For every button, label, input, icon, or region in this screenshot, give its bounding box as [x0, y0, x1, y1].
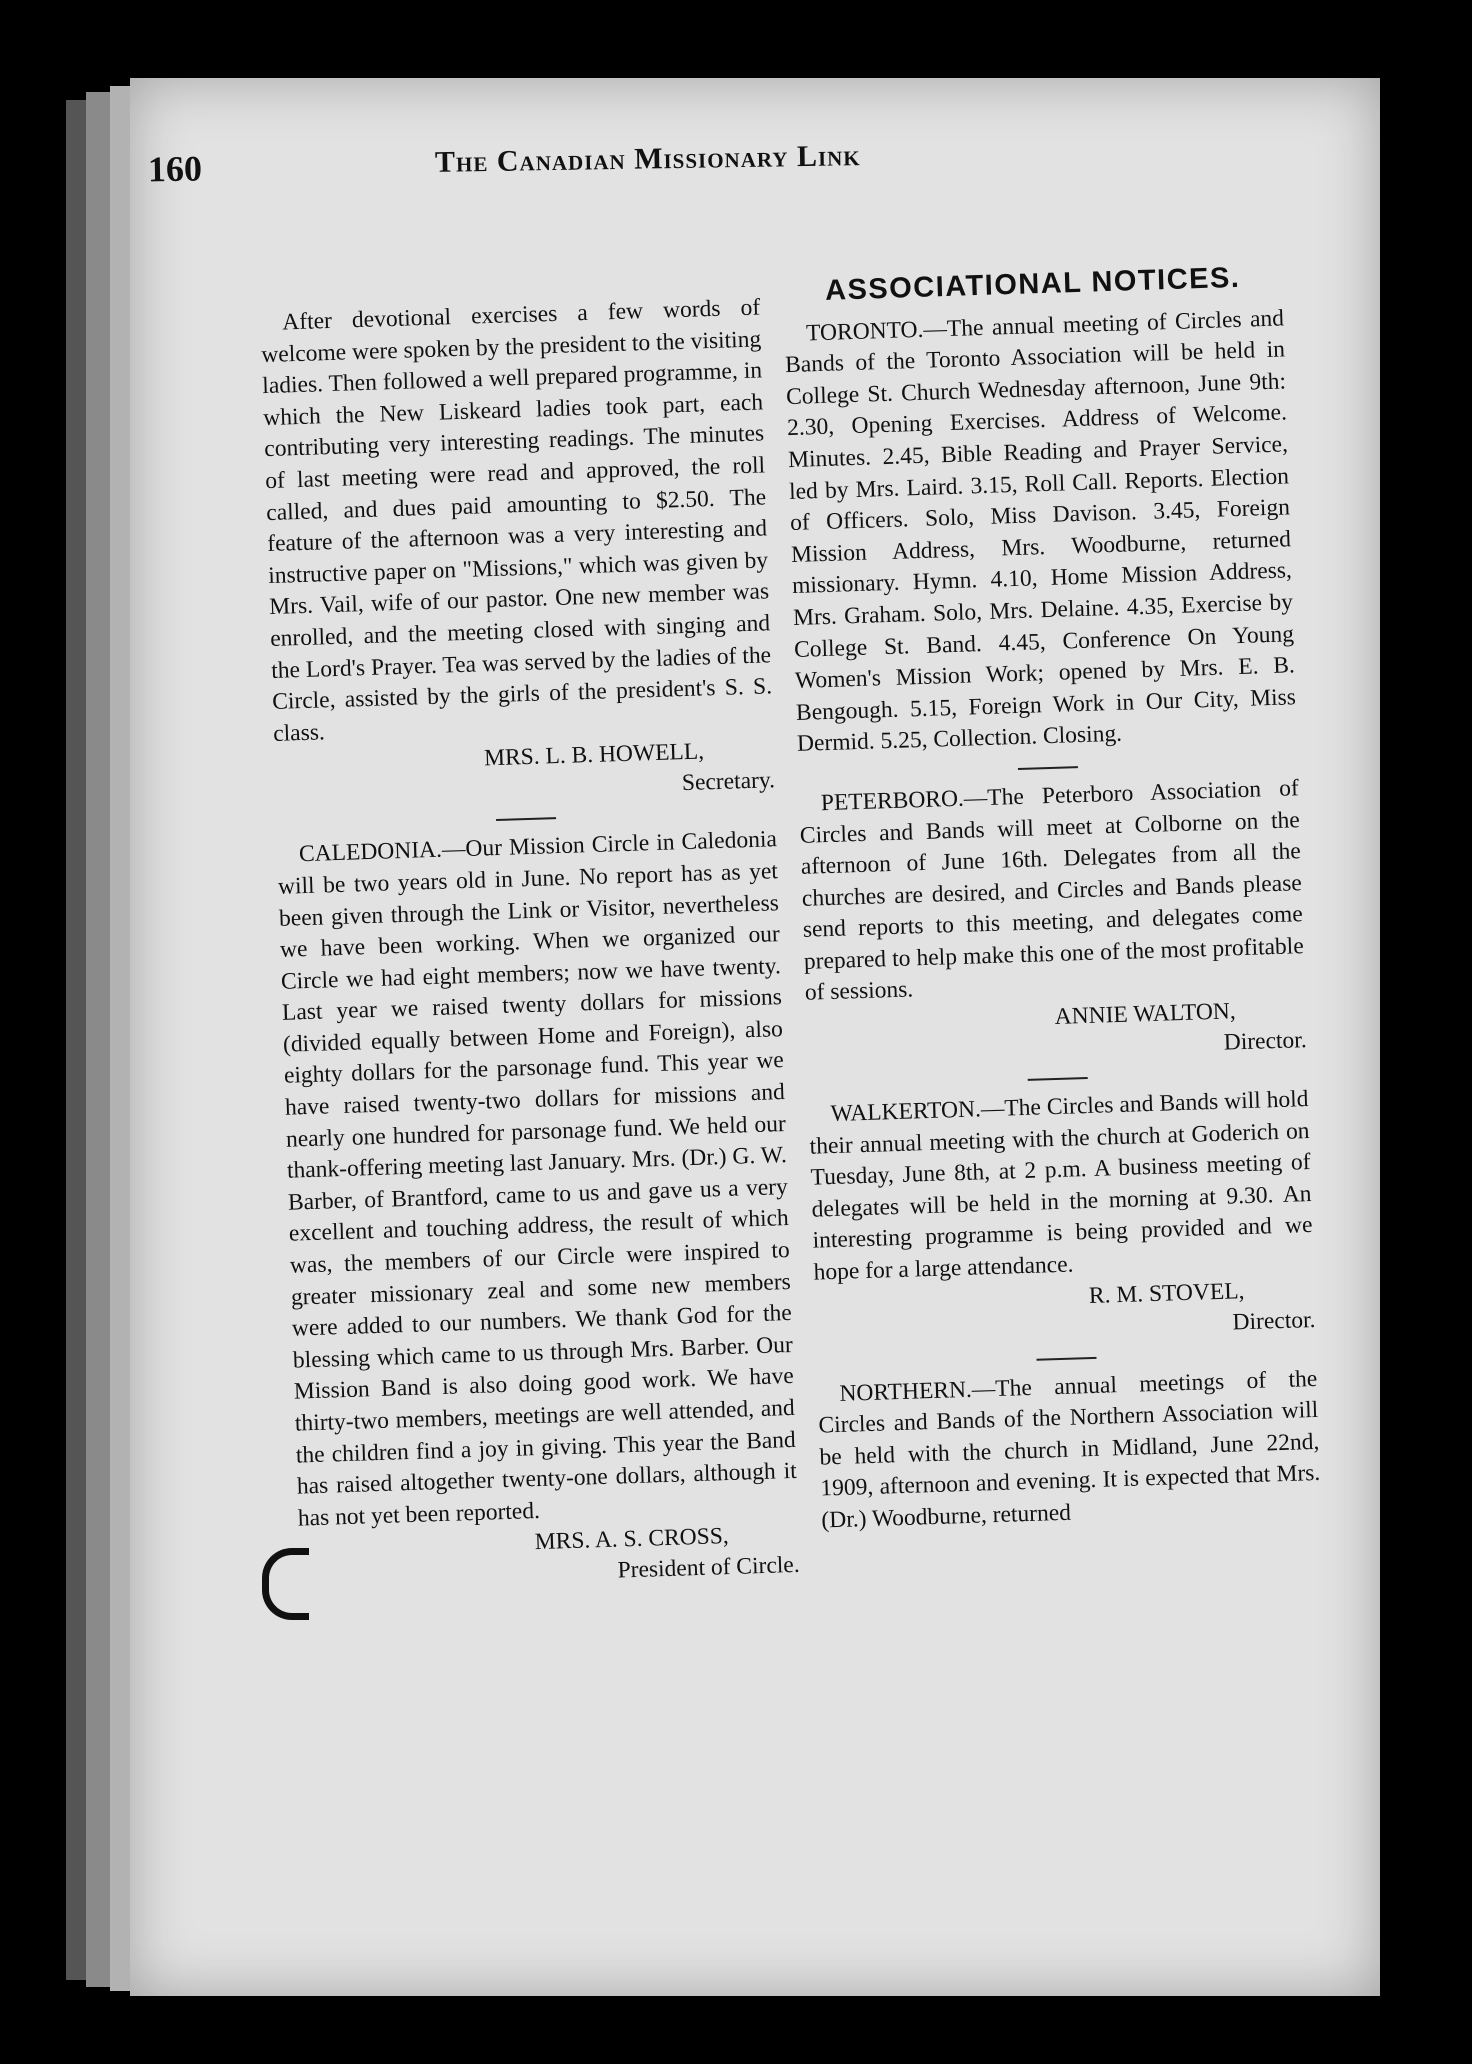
signature-title: Director.	[1232, 1306, 1316, 1336]
peterboro-notice: PETERBORO.—The Peterboro Association of Circles and Bands will meet at Colborne on the afternoon of June 16th. Delegates from all the churches are desired, and Circles and Bands please send reports to this meeting, and delegates come prepared to help make this one of the most profitable of sessions.	[799, 775, 1305, 1007]
section-title: ASSOCIATIONAL NOTICES.	[824, 261, 1241, 307]
howell-report-text: After devotional exercises a few words of welcome were spoken by the president to the visiting ladies. Then followed a well prepared programme, in which the New Liskeard ladies took part, each contributing very interesting readings. The minutes of last meeting were read and approved, the roll called, and dues paid amounting to $2.50. The feature of the afternoon was a very interesting and instructive paper on "Missions," which was given by Mrs. Vail, wife of our pastor. One new member was enrolled, and the meeting closed with singing and the Lord's Prayer. Tea was served by the ladies of the Circle, assisted by the girls of the president's S. S. class.	[260, 294, 773, 747]
separator-rule	[1018, 766, 1078, 770]
signature-name: R. M. STOVEL,	[1088, 1277, 1245, 1309]
northern-notice: NORTHERN.—The annual meetings of the Circles and Bands of the Northern Association will be held with the church in Midland, June 22nd, 1909, afternoon and evening. It is expected that Mrs. (Dr.) Woodburne, returned	[818, 1365, 1321, 1534]
left-column	[260, 292, 800, 1596]
separator-rule	[496, 817, 556, 821]
signature-title: President of Circle.	[617, 1552, 801, 1584]
pen-mark	[262, 1548, 309, 1620]
signature-name: ANNIE WALTON,	[1054, 998, 1237, 1031]
running-title: The Canadian Missionary Link	[434, 139, 861, 179]
page-number: 160	[147, 148, 203, 190]
right-column	[782, 257, 1321, 1537]
signature-title: Director.	[1223, 1027, 1308, 1056]
separator-rule	[1028, 1077, 1088, 1081]
signature-title: Secretary.	[681, 767, 776, 797]
signature-name: MRS. A. S. CROSS,	[534, 1523, 730, 1556]
caledonia-report-text: CALEDONIA.—Our Mission Circle in Caledonia will be two years old in June. No report has as yet been given through the Link or Visitor, nevertheless we have been working. When we organized our Circle we had eight members; now we have twenty. Last year we raised twenty dollars for missions (divided equally between Home and Foreign), also eighty dollars for the parsonage fund. This year we have raised twenty-two dollars for missions and nearly one hundred for parsonage fund. We held our thank-offering meeting last January. Mrs. (Dr.) G. W. Barber, of Brantford, came to us and gave us a very excellent and touching address, the result of which was, the members of our Circle were inspired to greater missionary zeal and some new members were added to our numbers. We thank God for the blessing which came to us through Mrs. Barber. Our Mission Band is also doing good work. We have thirty-two members, meetings are well attended, and the children find a joy in giving. This year the Band has raised altogether twenty-one dollars, although it has not yet been reported.	[277, 826, 798, 1532]
separator-rule	[1036, 1356, 1096, 1360]
signature-name: MRS. L. B. HOWELL,	[483, 738, 705, 772]
walkerton-notice: WALKERTON.—The Circles and Bands will hold their annual meeting with the church at Goderich on Tuesday, June 8th, at 2 p.m. A business meeting of delegates will be held in the morning at 9.30. An interesting programme is being provided and we hope for a large attendance.	[809, 1086, 1313, 1286]
toronto-notice: TORONTO.—The annual meeting of Circles and Bands of the Toronto Association will be held in College St. Church Wednesday afternoon, June 9th: 2.30, Opening Exercises. Address of Welcome. Minutes. 2.45, Bible Reading and Prayer Service, led by Mrs. Laird. 3.15, Roll Call. Reports. Election of Officers. Solo, Miss Davison. 3.45, Foreign Mission Address, Mrs. Woodburne, returned missionary. Hymn. 4.10, Home Mission Address, Mrs. Graham. Solo, Mrs. Delaine. 4.35, Exercise by College St. Band. 4.45, Conference On Young Women's Mission Work; opened by Mrs. E. B. Bengough. 5.15, Foreign Work in Our City, Miss Dermid. 5.25, Collection. Closing.	[784, 305, 1297, 758]
